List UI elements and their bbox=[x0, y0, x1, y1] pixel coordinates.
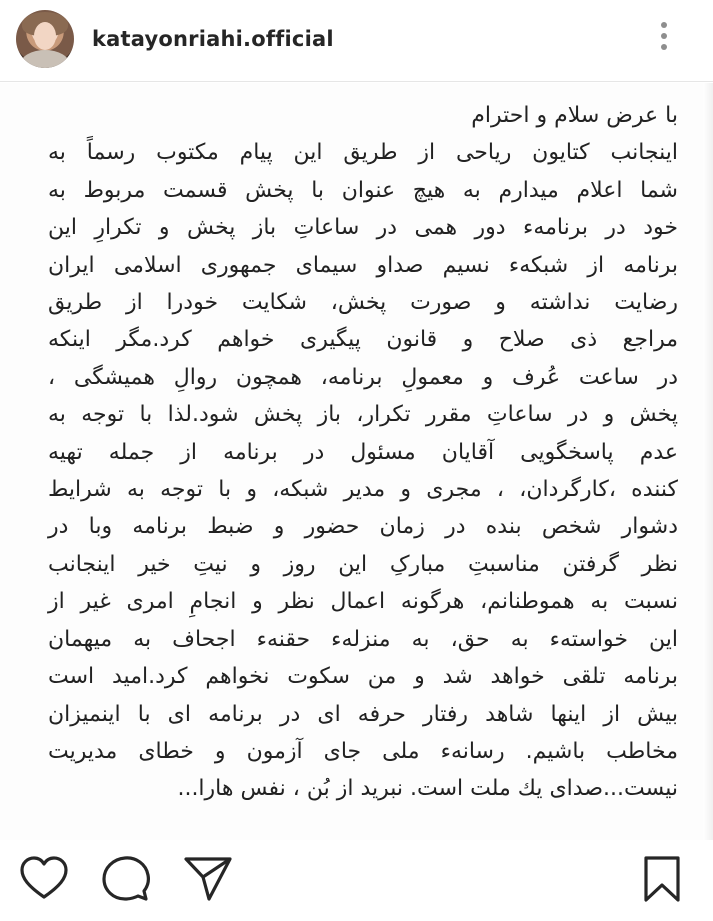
letter-line: برنامه از شبکهء نسیم صداو سیمای جمهوری اسلامی ایران bbox=[48, 252, 678, 278]
heart-icon[interactable] bbox=[18, 853, 70, 905]
comment-bubble-icon[interactable] bbox=[100, 853, 152, 905]
avatar[interactable] bbox=[16, 10, 74, 68]
letter-line: این خواستهء به حق، به منزلهء حقنهء اجحاف به میهمان bbox=[48, 626, 678, 652]
letter-line: خود در برنامهء دور همی در ساعاتِ باز پخش و تکرارِ این bbox=[48, 215, 678, 241]
three-dots-vertical-icon[interactable] bbox=[656, 22, 672, 58]
post-image bbox=[0, 83, 713, 840]
letter-line: دشوار شخص بنده در زمان حضور و ضبط برنامه وبا در bbox=[48, 514, 678, 540]
bookmark-icon[interactable] bbox=[636, 853, 688, 905]
letter-line: برنامه تلقی خواهد شد و من سکوت نخواهم کرد.امید است bbox=[48, 664, 678, 690]
letter-text bbox=[48, 97, 678, 808]
avatar-shoulders bbox=[20, 50, 70, 68]
letter-line: عدم پاسخگویی آقایان مسئول در برنامه از جمله تهیه bbox=[48, 439, 678, 465]
letter-line: نسبت به هموطنانم، هرگونه اعمال نظر و انجامِ امری غیر از bbox=[48, 589, 678, 615]
letter-line: بیش از اینها شاهد رفتار حرفه ای در برنامه ای با اینمیزان bbox=[48, 701, 678, 727]
letter-line: نیست...صدای یك ملت است. نبرید از بُن ، نفس هارا... bbox=[177, 776, 678, 802]
letter-line: نظر گرفتن مناسبتِ مبارکِ این روز و نیتِ خیر اینجانب bbox=[48, 551, 678, 577]
post-header bbox=[0, 0, 713, 82]
post-image-edge bbox=[703, 83, 713, 840]
letter-line: پخش و در ساعاتِ مقرر تکرار، باز پخش شود.لذا با توجه به bbox=[48, 402, 678, 428]
letter-line: رضایت نداشته و صورت پخش، شکایت خودرا از طریق bbox=[48, 290, 678, 316]
letter-line: شما اعلام میدارم به هیچ عنوان با پخش قسمت مربوط به bbox=[48, 177, 678, 203]
letter-line: کننده ،کارگردان، ، مجری و مدیر شبکه، و با توجه به شرایط bbox=[48, 477, 678, 503]
letter-line: با عرض سلام و احترام bbox=[471, 103, 678, 128]
letter-line: مخاطب باشیم. رسانهء ملی جای آزمون و خطای مدیریت bbox=[48, 738, 678, 764]
avatar-face bbox=[34, 22, 56, 50]
username[interactable]: katayonriahi.official bbox=[92, 27, 334, 51]
paper-plane-icon[interactable] bbox=[182, 853, 234, 905]
letter-line: مراجع ذی صلاح و قانون پیگیری خواهم کرد.مگر اینکه bbox=[48, 327, 678, 353]
letter-line: در ساعت عُرف و معمولِ برنامه، همچون روالِ همیشگی ، bbox=[48, 364, 678, 390]
letter-line: اینجانب کتایون ریاحی از طریق این پیام مکتوب رسماً به bbox=[48, 140, 678, 166]
action-bar bbox=[0, 840, 713, 921]
